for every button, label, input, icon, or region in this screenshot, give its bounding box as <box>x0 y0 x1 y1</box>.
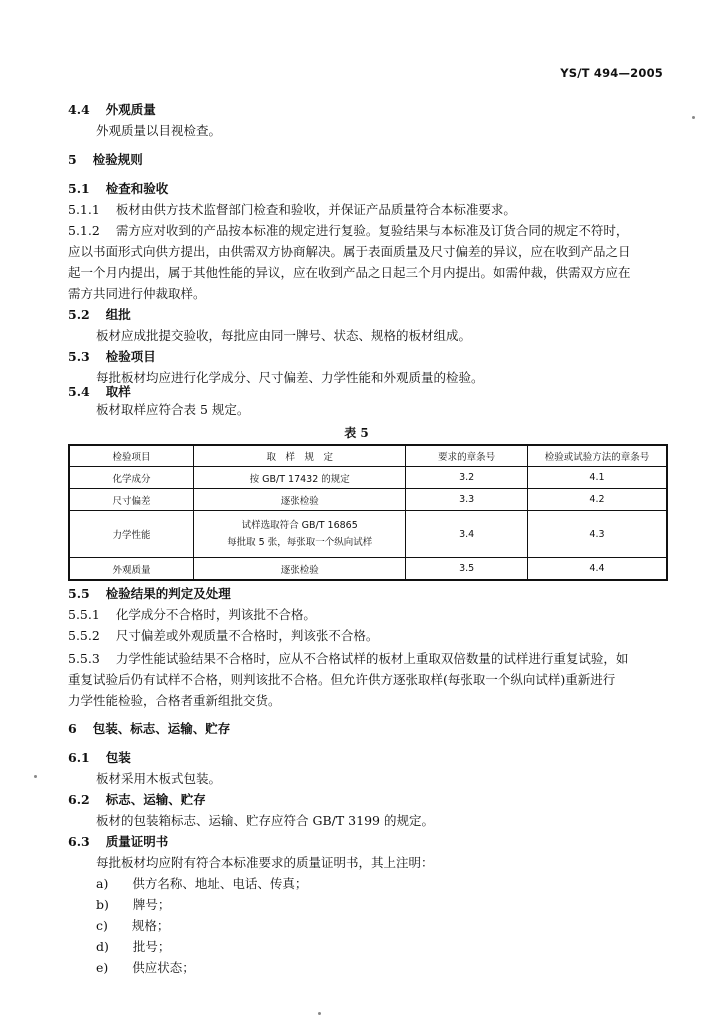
cell-item: 外观质量 <box>69 558 194 581</box>
list-item: c) 规格； <box>96 918 170 933</box>
heading-4-4: 4.4 外观质量 <box>68 102 156 117</box>
text-6-1: 板材采用木板式包装。 <box>96 771 222 786</box>
header-method-clause: 检验或试验方法的章条号 <box>527 445 667 467</box>
cell-req: 3.4 <box>406 511 528 558</box>
cell-rule <box>194 511 406 558</box>
cell-method: 4.2 <box>527 489 667 511</box>
table-header-row <box>69 445 667 467</box>
heading-6: 6 包装、标志、运输、贮存 <box>68 721 231 736</box>
clause-5-1-2-line2: 应以书面形式向供方提出，由供需双方协商解决。属于表面质量及尺寸偏差的异议，应在收到产品之日 <box>68 244 631 259</box>
clause-5-5-3-line1: 5.5.3 力学性能试验结果不合格时，应从不合格试样的板材上重取双倍数量的试样进行重复试验，如 <box>68 651 629 666</box>
cell-method: 4.4 <box>527 558 667 581</box>
heading-5: 5 检验规则 <box>68 152 143 167</box>
clause-5-5-2: 5.5.2 尺寸偏差或外观质量不合格时，判该张不合格。 <box>68 628 379 643</box>
text-6-3: 每批板材均应附有符合本标准要求的质量证明书，其上注明： <box>96 855 434 870</box>
cell-rule: 按 GB/T 17432 的规定 <box>194 467 406 489</box>
clause-5-5-3-line3: 力学性能检验，合格者重新组批交货。 <box>68 693 281 708</box>
text-6-2: 板材的包装箱标志、运输、贮存应符合 GB/T 3199 的规定。 <box>96 813 434 828</box>
text-5-2: 板材应成批提交验收，每批应由同一牌号、状态、规格的板材组成。 <box>96 328 472 343</box>
cell-req: 3.5 <box>406 558 528 581</box>
table-row <box>69 467 667 489</box>
clause-5-1-2-line1: 5.1.2 需方应对收到的产品按本标准的规定进行复验。复验结果与本标准及订货合同的规定不符时， <box>68 223 629 238</box>
cell-req: 3.2 <box>406 467 528 489</box>
clause-5-1-2-line3: 起一个月内提出，属于其他性能的异议，应在收到产品之日起三个月内提出。如需仲裁，供需双方应在 <box>68 265 631 280</box>
heading-6-1: 6.1 包装 <box>68 750 131 765</box>
cell-item: 化学成分 <box>69 467 194 489</box>
scan-speck <box>34 775 37 778</box>
list-item: d) 批号； <box>96 939 171 954</box>
scan-speck <box>318 1012 321 1015</box>
header-inspection-item: 检验项目 <box>69 445 194 467</box>
table-row <box>69 511 667 558</box>
cell-item: 力学性能 <box>69 511 194 558</box>
heading-5-3: 5.3 检验项目 <box>68 349 156 364</box>
heading-5-2: 5.2 组批 <box>68 307 131 322</box>
cell-item: 尺寸偏差 <box>69 489 194 511</box>
table-row <box>69 558 667 581</box>
cell-method: 4.1 <box>527 467 667 489</box>
list-item: b) 牌号； <box>96 897 171 912</box>
heading-6-3: 6.3 质量证明书 <box>68 834 169 849</box>
cell-rule-line1: 试样选取符合 GB/T 16865 <box>241 520 358 531</box>
table-caption: 表 5 <box>344 426 369 440</box>
clause-5-5-3-line2: 重复试验后仍有试样不合格，则判该批不合格。但允许供方逐张取样(每张取一个纵向试样)重新进行 <box>68 672 616 687</box>
heading-5-4: 5.4 取样 <box>68 384 131 399</box>
header-sampling-rule: 取 样 规 定 <box>194 445 406 467</box>
cell-rule: 逐张检验 <box>194 558 406 581</box>
header-requirement-clause: 要求的章条号 <box>406 445 528 467</box>
heading-6-2: 6.2 标志、运输、贮存 <box>68 792 206 807</box>
text-5-3: 每批板材均应进行化学成分、尺寸偏差、力学性能和外观质量的检验。 <box>96 370 484 385</box>
scan-speck <box>692 116 695 119</box>
standard-number: YS/T 494—2005 <box>560 66 663 80</box>
clause-5-1-2-line4: 需方共同进行仲裁取样。 <box>68 286 206 301</box>
heading-5-5: 5.5 检验结果的判定及处理 <box>68 586 231 601</box>
cell-req: 3.3 <box>406 489 528 511</box>
heading-5-1: 5.1 检查和验收 <box>68 181 169 196</box>
text-4-4: 外观质量以目视检查。 <box>96 123 222 138</box>
cell-method: 4.3 <box>527 511 667 558</box>
table-5 <box>68 444 668 581</box>
table-row <box>69 489 667 511</box>
clause-5-5-1: 5.5.1 化学成分不合格时，判该批不合格。 <box>68 607 316 622</box>
cell-rule-line2: 每批取 5 张，每张取一个纵向试样 <box>227 537 373 548</box>
list-item: a) 供方名称、地址、电话、传真； <box>96 876 308 891</box>
clause-5-1-1: 5.1.1 板材由供方技术监督部门检查和验收，并保证产品质量符合本标准要求。 <box>68 202 516 217</box>
text-5-4: 板材取样应符合表 5 规定。 <box>96 402 250 417</box>
list-item: e) 供应状态； <box>96 960 195 975</box>
cell-rule: 逐张检验 <box>194 489 406 511</box>
